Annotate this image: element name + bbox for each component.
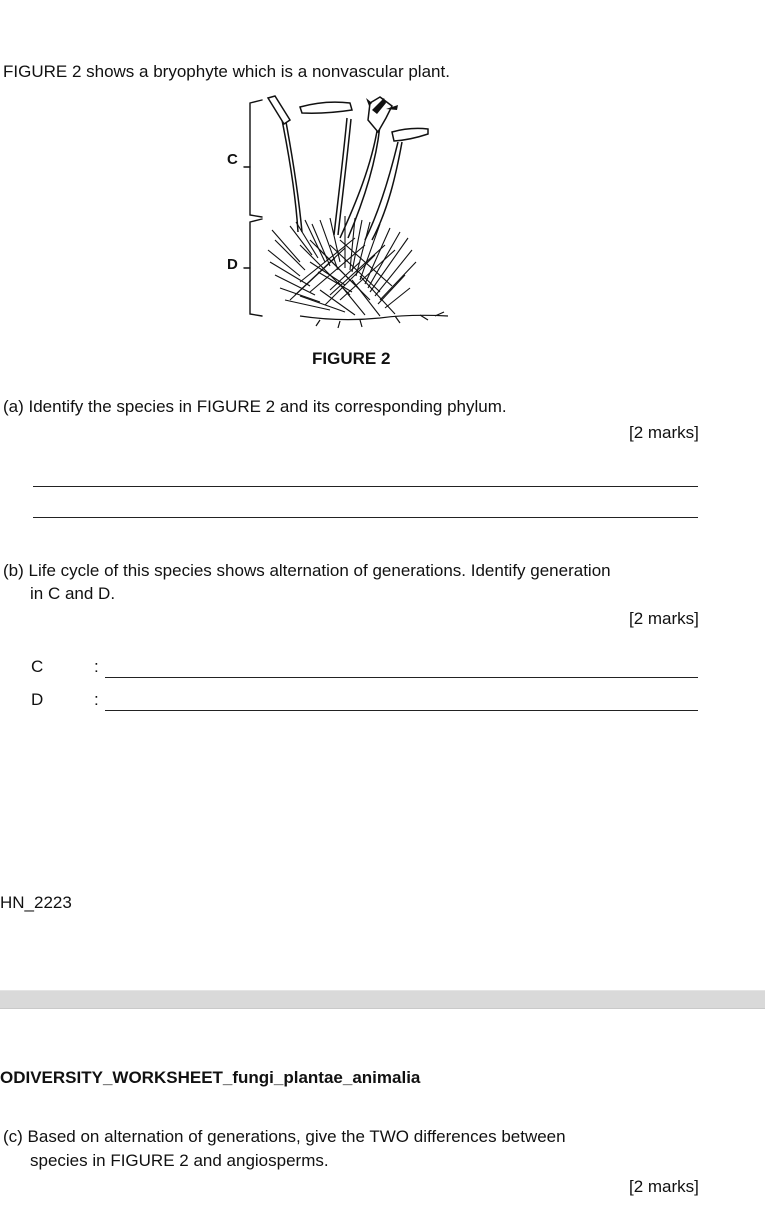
question-c-marks: [2 marks]	[629, 1177, 699, 1196]
question-a-marks: [2 marks]	[629, 423, 699, 442]
answer-line-c[interactable]	[105, 677, 698, 678]
intro-text: FIGURE 2 shows a bryophyte which is a nonvascular plant.	[3, 62, 450, 81]
figure-label-d: D	[227, 256, 238, 273]
figure-label-c: C	[227, 151, 238, 168]
question-b-line2: in C and D.	[30, 584, 116, 603]
answer-d-label: D	[31, 690, 44, 709]
sporophyte-capsules	[268, 96, 428, 141]
answer-line-a2[interactable]	[33, 517, 698, 518]
question-b-marks: [2 marks]	[629, 609, 699, 628]
answer-line-a1[interactable]	[33, 486, 698, 487]
bracket-c	[250, 100, 262, 217]
gametophyte-tuft	[268, 216, 416, 316]
sporophyte-stalks	[282, 118, 402, 240]
question-a-text: (a) Identify the species in FIGURE 2 and its corresponding phylum.	[3, 397, 507, 416]
rhizoids	[300, 312, 448, 328]
question-c-line1: (c) Based on alternation of generations, give the TWO differences between	[3, 1127, 566, 1146]
footer-code: HN_2223	[0, 893, 72, 912]
bracket-d	[250, 219, 262, 316]
answer-c-label: C	[31, 657, 44, 676]
answer-line-d[interactable]	[105, 710, 698, 711]
answer-d-colon: :	[94, 690, 99, 709]
question-c-line2: species in FIGURE 2 and angiosperms.	[30, 1151, 329, 1170]
answer-c-colon: :	[94, 657, 99, 676]
figure-caption: FIGURE 2	[312, 349, 391, 368]
page-separator	[0, 990, 765, 1009]
worksheet-header: ODIVERSITY_WORKSHEET_fungi_plantae_animalia	[0, 1068, 421, 1087]
question-b-line1: (b) Life cycle of this species shows alternation of generations. Identify generation	[3, 561, 611, 580]
